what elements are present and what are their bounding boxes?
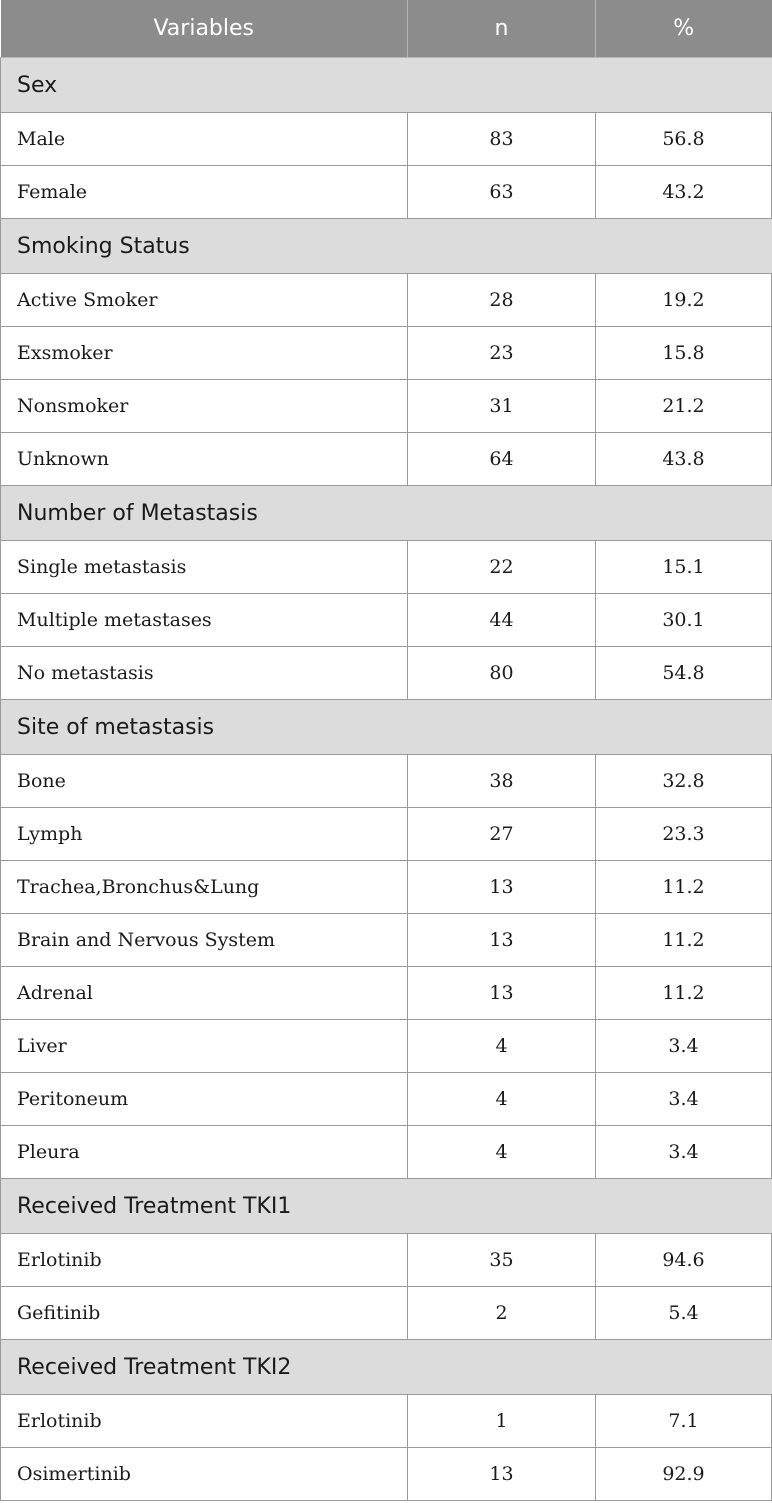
header-variables: Variables <box>1 0 408 58</box>
table-row <box>1 327 772 380</box>
row-percent: 11.2 <box>596 914 772 967</box>
row-percent: 32.8 <box>596 755 772 808</box>
row-percent: 54.8 <box>596 647 772 700</box>
row-label: Brain and Nervous System <box>1 914 408 967</box>
row-n: 4 <box>408 1126 596 1179</box>
row-label: Single metastasis <box>1 541 408 594</box>
row-label: Liver <box>1 1020 408 1073</box>
row-percent: 5.4 <box>596 1287 772 1340</box>
row-n: 4 <box>408 1073 596 1126</box>
row-label: Female <box>1 166 408 219</box>
row-percent: 43.2 <box>596 166 772 219</box>
row-n: 27 <box>408 808 596 861</box>
row-label: Adrenal <box>1 967 408 1020</box>
row-label: Osimertinib <box>1 1448 408 1501</box>
header-row <box>1 0 772 58</box>
section-header-row <box>1 700 772 755</box>
row-n: 2 <box>408 1287 596 1340</box>
header-percent: % <box>596 0 772 58</box>
row-n: 31 <box>408 380 596 433</box>
row-label: Bone <box>1 755 408 808</box>
row-label: Pleura <box>1 1126 408 1179</box>
row-n: 80 <box>408 647 596 700</box>
table-row <box>1 1126 772 1179</box>
table-row <box>1 861 772 914</box>
row-n: 13 <box>408 914 596 967</box>
table-row <box>1 1234 772 1287</box>
table-row <box>1 380 772 433</box>
table-row <box>1 1020 772 1073</box>
table-row <box>1 914 772 967</box>
table-row <box>1 166 772 219</box>
row-percent: 19.2 <box>596 274 772 327</box>
section-title: Site of metastasis <box>1 700 772 755</box>
table-row <box>1 808 772 861</box>
row-n: 23 <box>408 327 596 380</box>
row-percent: 21.2 <box>596 380 772 433</box>
table-row <box>1 1073 772 1126</box>
header-n: n <box>408 0 596 58</box>
row-label: Trachea,Bronchus&Lung <box>1 861 408 914</box>
section-header-row <box>1 219 772 274</box>
row-percent: 11.2 <box>596 967 772 1020</box>
row-percent: 15.8 <box>596 327 772 380</box>
row-n: 13 <box>408 861 596 914</box>
row-label: Male <box>1 113 408 166</box>
row-percent: 15.1 <box>596 541 772 594</box>
row-percent: 3.4 <box>596 1126 772 1179</box>
table-row <box>1 594 772 647</box>
row-n: 35 <box>408 1234 596 1287</box>
row-n: 64 <box>408 433 596 486</box>
row-n: 13 <box>408 967 596 1020</box>
table-row <box>1 1287 772 1340</box>
row-percent: 7.1 <box>596 1395 772 1448</box>
row-n: 63 <box>408 166 596 219</box>
row-percent: 94.6 <box>596 1234 772 1287</box>
row-label: Peritoneum <box>1 1073 408 1126</box>
section-header-row <box>1 58 772 113</box>
table-row <box>1 755 772 808</box>
row-label: No metastasis <box>1 647 408 700</box>
row-n: 13 <box>408 1448 596 1501</box>
row-percent: 11.2 <box>596 861 772 914</box>
row-label: Nonsmoker <box>1 380 408 433</box>
row-percent: 3.4 <box>596 1020 772 1073</box>
section-title: Received Treatment TKI2 <box>1 1340 772 1395</box>
row-label: Unknown <box>1 433 408 486</box>
row-label: Lymph <box>1 808 408 861</box>
section-title: Number of Metastasis <box>1 486 772 541</box>
row-n: 28 <box>408 274 596 327</box>
row-label: Erlotinib <box>1 1395 408 1448</box>
table-row <box>1 1395 772 1448</box>
section-header-row <box>1 1179 772 1234</box>
row-n: 22 <box>408 541 596 594</box>
row-label: Multiple metastases <box>1 594 408 647</box>
row-n: 83 <box>408 113 596 166</box>
row-percent: 92.9 <box>596 1448 772 1501</box>
table-row <box>1 647 772 700</box>
row-label: Erlotinib <box>1 1234 408 1287</box>
table-row <box>1 433 772 486</box>
section-header-row <box>1 486 772 541</box>
row-n: 38 <box>408 755 596 808</box>
row-label: Exsmoker <box>1 327 408 380</box>
row-label: Active Smoker <box>1 274 408 327</box>
section-title: Smoking Status <box>1 219 772 274</box>
row-n: 1 <box>408 1395 596 1448</box>
table-row <box>1 541 772 594</box>
row-label: Gefitinib <box>1 1287 408 1340</box>
table-row <box>1 1448 772 1501</box>
row-n: 4 <box>408 1020 596 1073</box>
section-title: Received Treatment TKI1 <box>1 1179 772 1234</box>
row-percent: 56.8 <box>596 113 772 166</box>
row-percent: 30.1 <box>596 594 772 647</box>
section-title: Sex <box>1 58 772 113</box>
table-body <box>1 58 772 1501</box>
table-row <box>1 967 772 1020</box>
table-row <box>1 113 772 166</box>
row-percent: 43.8 <box>596 433 772 486</box>
table-row <box>1 274 772 327</box>
section-header-row <box>1 1340 772 1395</box>
row-n: 44 <box>408 594 596 647</box>
row-percent: 23.3 <box>596 808 772 861</box>
row-percent: 3.4 <box>596 1073 772 1126</box>
